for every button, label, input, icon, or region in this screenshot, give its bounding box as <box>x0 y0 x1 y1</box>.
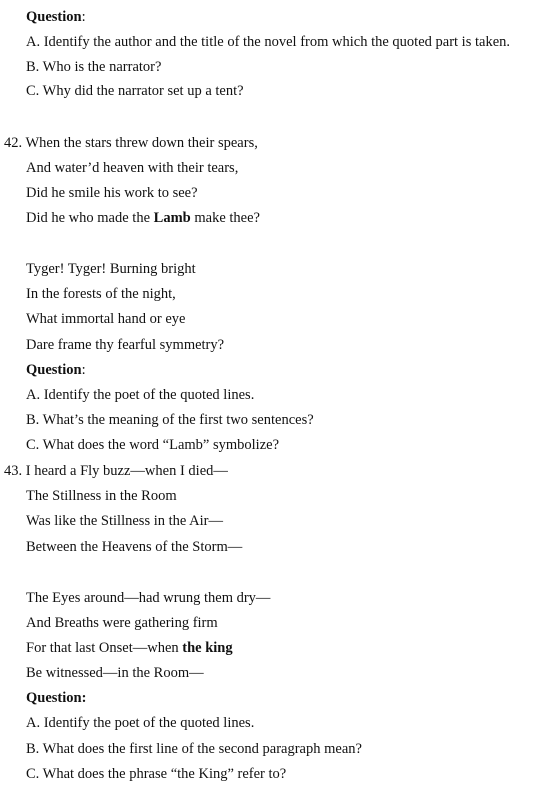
q42-question-colon: : <box>81 362 86 378</box>
q42-stanza1-line-3: Did he smile his work to see? <box>26 185 198 201</box>
q43-stanza1-line-4: Between the Heavens of the Storm— <box>26 539 243 555</box>
q43-stanza2-line-2: And Breaths were gathering firm <box>26 615 218 631</box>
q41-question-label: Question <box>26 9 82 25</box>
q42-stanza2-line-3: What immortal hand or eye <box>26 311 186 327</box>
q41-item-c: C. Why did the narrator set up a tent? <box>26 83 244 99</box>
q42-question-heading <box>26 360 86 380</box>
q43-question-a: A. Identify the poet of the quoted lines. <box>26 715 255 731</box>
q42-lamb-before: Did he who made the <box>26 210 154 226</box>
q42-stanza2-line-2: In the forests of the night, <box>26 286 176 302</box>
q43-king-bold: the king <box>182 640 233 656</box>
q43-stanza1-line-3: Was like the Stillness in the Air— <box>26 513 223 529</box>
q42-lamb-line <box>26 208 260 228</box>
q42-stanza2-line-1: Tyger! Tyger! Burning bright <box>26 261 196 277</box>
q43-stanza2-line-1: The Eyes around—had wrung them dry— <box>26 590 271 606</box>
q42-stanza1-line-2: And water’d heaven with their tears, <box>26 160 239 176</box>
q41-question-heading <box>26 7 86 27</box>
q42-number: 42. <box>4 135 23 151</box>
q43-number: 43. <box>4 463 23 479</box>
q43-question-label: Question: <box>26 690 87 706</box>
q42-line-1 <box>4 133 258 153</box>
q43-king-line <box>26 638 233 658</box>
q43-line-1 <box>4 461 228 481</box>
q42-question-c: C. What does the word “Lamb” symbolize? <box>26 437 280 453</box>
q43-question-c: C. What does the phrase “the King” refer to? <box>26 766 287 782</box>
q42-question-label: Question <box>26 362 82 378</box>
q42-lamb-bold: Lamb <box>153 210 191 226</box>
q43-question-b: B. What does the first line of the second paragraph mean? <box>26 741 362 757</box>
q42-lamb-after: make thee? <box>190 210 260 226</box>
q43-stanza1-line-2: The Stillness in the Room <box>26 488 177 504</box>
q43-stanza1-line-1: I heard a Fly buzz—when I died— <box>25 463 228 479</box>
q43-king-before: For that last Onset—when <box>26 640 183 656</box>
q41-item-a: A. Identify the author and the title of the novel from which the quoted part is taken. <box>26 34 511 50</box>
q42-question-a: A. Identify the poet of the quoted lines. <box>26 387 255 403</box>
q43-stanza2-line-4: Be witnessed—in the Room— <box>26 665 204 681</box>
q42-stanza2-line-4: Dare frame thy fearful symmetry? <box>26 337 225 353</box>
q41-question-colon: : <box>81 9 86 25</box>
q42-question-b: B. What’s the meaning of the first two sentences? <box>26 412 314 428</box>
q42-stanza1-line-1: When the stars threw down their spears, <box>25 135 258 151</box>
q41-item-b: B. Who is the narrator? <box>26 59 162 75</box>
